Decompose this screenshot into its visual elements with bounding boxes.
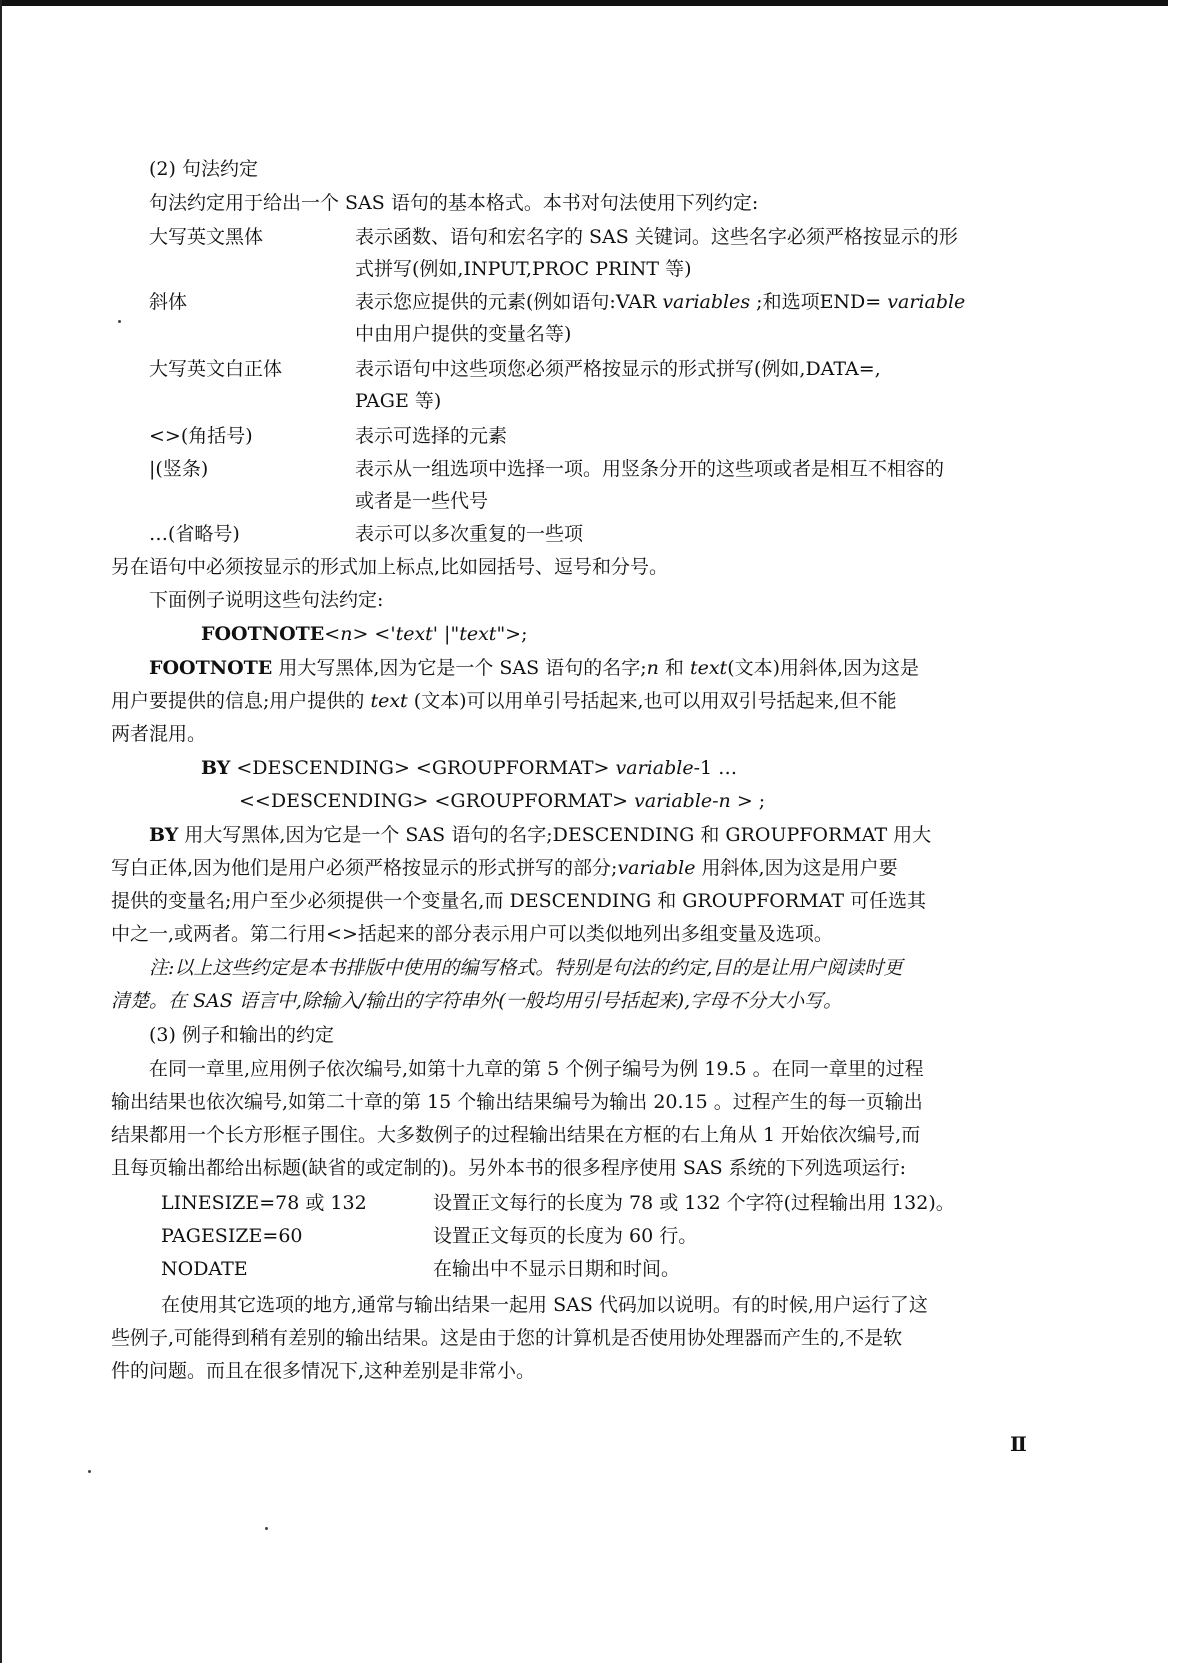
section-heading-output: (3) 例子和输出的约定	[149, 1024, 334, 1046]
example-intro: 下面例子说明这些句法约定:	[149, 589, 384, 611]
output-paragraph: 结果都用一个长方形框子围住。大多数例子的过程输出结果在方框的右上角从 1 开始依次编号,而	[111, 1124, 921, 1146]
punctuation-note: 另在语句中必须按显示的形式加上标点,比如园括号、逗号和分号。	[111, 556, 669, 578]
convention-term: <>(角括号)	[149, 425, 253, 447]
example-by-syntax: <<DESCENDING> <GROUPFORMAT> variable-n > ;	[239, 790, 766, 812]
option-desc: 设置正文每页的长度为 60 行。	[433, 1225, 698, 1247]
convention-desc: 中由用户提供的变量名等)	[355, 323, 572, 345]
page-number: Ⅱ	[1010, 1432, 1027, 1456]
paragraph-footnote-explain: 两者混用。	[111, 723, 207, 745]
convention-desc: PAGE 等)	[355, 390, 442, 412]
convention-term: …(省略号)	[149, 523, 240, 545]
closing-paragraph: 在使用其它选项的地方,通常与输出结果一起用 SAS 代码加以说明。有的时候,用户运行了这	[161, 1294, 928, 1316]
output-paragraph: 输出结果也依次编号,如第二十章的第 15 个输出结果编号为输出 20.15 。过程产生的每一页输出	[111, 1091, 923, 1113]
scan-speck	[265, 1527, 268, 1530]
syntax-intro: 句法约定用于给出一个 SAS 语句的基本格式。本书对句法使用下列约定:	[149, 192, 759, 214]
convention-term: |(竖条)	[149, 458, 209, 480]
paragraph-footnote-explain: 用户要提供的信息;用户提供的 text (文本)可以用单引号括起来,也可以用双引号括起来,但不能	[111, 690, 897, 712]
convention-desc: 表示语句中这些项您必须严格按显示的形式拼写(例如,DATA=,	[355, 358, 881, 380]
example-footnote-syntax: FOOTNOTE<n> <'text' |"text">;	[201, 623, 528, 645]
scan-speck	[88, 1470, 91, 1473]
closing-paragraph: 件的问题。而且在很多情况下,这种差别是非常小。	[111, 1360, 536, 1382]
paragraph-by-explain: BY 用大写黑体,因为它是一个 SAS 语句的名字;DESCENDING 和 GROUPFORMAT 用大	[149, 824, 932, 846]
convention-desc: 或者是一些代号	[355, 490, 489, 512]
output-paragraph: 且每页输出都给出标题(缺省的或定制的)。另外本书的很多程序使用 SAS 系统的下列选项运行:	[111, 1157, 907, 1179]
note-paragraph: 清楚。在 SAS 语言中,除输入/输出的字符串外(一般均用引号括起来),字母不分大小写。	[111, 990, 843, 1012]
convention-desc: 表示可以多次重复的一些项	[355, 523, 584, 545]
option-desc: 设置正文每行的长度为 78 或 132 个字符(过程输出用 132)。	[433, 1192, 955, 1214]
output-paragraph: 在同一章里,应用例子依次编号,如第十九章的第 5 个例子编号为例 19.5 。在同一章里的过程	[149, 1058, 924, 1080]
convention-desc: 表示从一组选项中选择一项。用竖条分开的这些项或者是相互不相容的	[355, 458, 945, 480]
convention-desc: 表示您应提供的元素(例如语句:VAR variables ;和选项END= variable	[355, 291, 966, 313]
option-desc: 在输出中不显示日期和时间。	[433, 1258, 681, 1280]
example-by-syntax: BY <DESCENDING> <GROUPFORMAT> variable-1 …	[201, 757, 738, 779]
convention-desc: 表示函数、语句和宏名字的 SAS 关键词。这些名字必须严格按显示的形	[355, 226, 958, 248]
scan-speck	[118, 320, 121, 323]
paragraph-footnote-explain: FOOTNOTE 用大写黑体,因为它是一个 SAS 语句的名字;n 和 text(文本)用斜体,因为这是	[149, 657, 920, 679]
option-name: LINESIZE=78 或 132	[161, 1192, 367, 1214]
convention-desc: 表示可选择的元素	[355, 425, 508, 447]
top-border-rule	[0, 0, 1168, 6]
section-heading-syntax: (2) 句法约定	[149, 158, 258, 180]
left-border-rule	[0, 0, 2, 1663]
note-paragraph: 注:以上这些约定是本书排版中使用的编写格式。特别是句法的约定,目的是让用户阅读时更	[149, 957, 903, 979]
option-name: NODATE	[161, 1258, 248, 1280]
convention-desc: 式拼写(例如,INPUT,PROC PRINT 等)	[355, 258, 692, 280]
paragraph-by-explain: 提供的变量名;用户至少必须提供一个变量名,而 DESCENDING 和 GROUPFORMAT 可任选其	[111, 890, 927, 912]
paragraph-by-explain: 写白正体,因为他们是用户必须严格按显示的形式拼写的部分;variable 用斜体,因为这是用户要	[111, 857, 898, 879]
convention-term: 大写英文白正体	[149, 358, 283, 380]
convention-term: 大写英文黑体	[149, 226, 264, 248]
paragraph-by-explain: 中之一,或两者。第二行用<>括起来的部分表示用户可以类似地列出多组变量及选项。	[111, 923, 833, 945]
option-name: PAGESIZE=60	[161, 1225, 303, 1247]
convention-term: 斜体	[149, 291, 188, 313]
closing-paragraph: 些例子,可能得到稍有差别的输出结果。这是由于您的计算机是否使用协处理器而产生的,不是软	[111, 1327, 903, 1349]
